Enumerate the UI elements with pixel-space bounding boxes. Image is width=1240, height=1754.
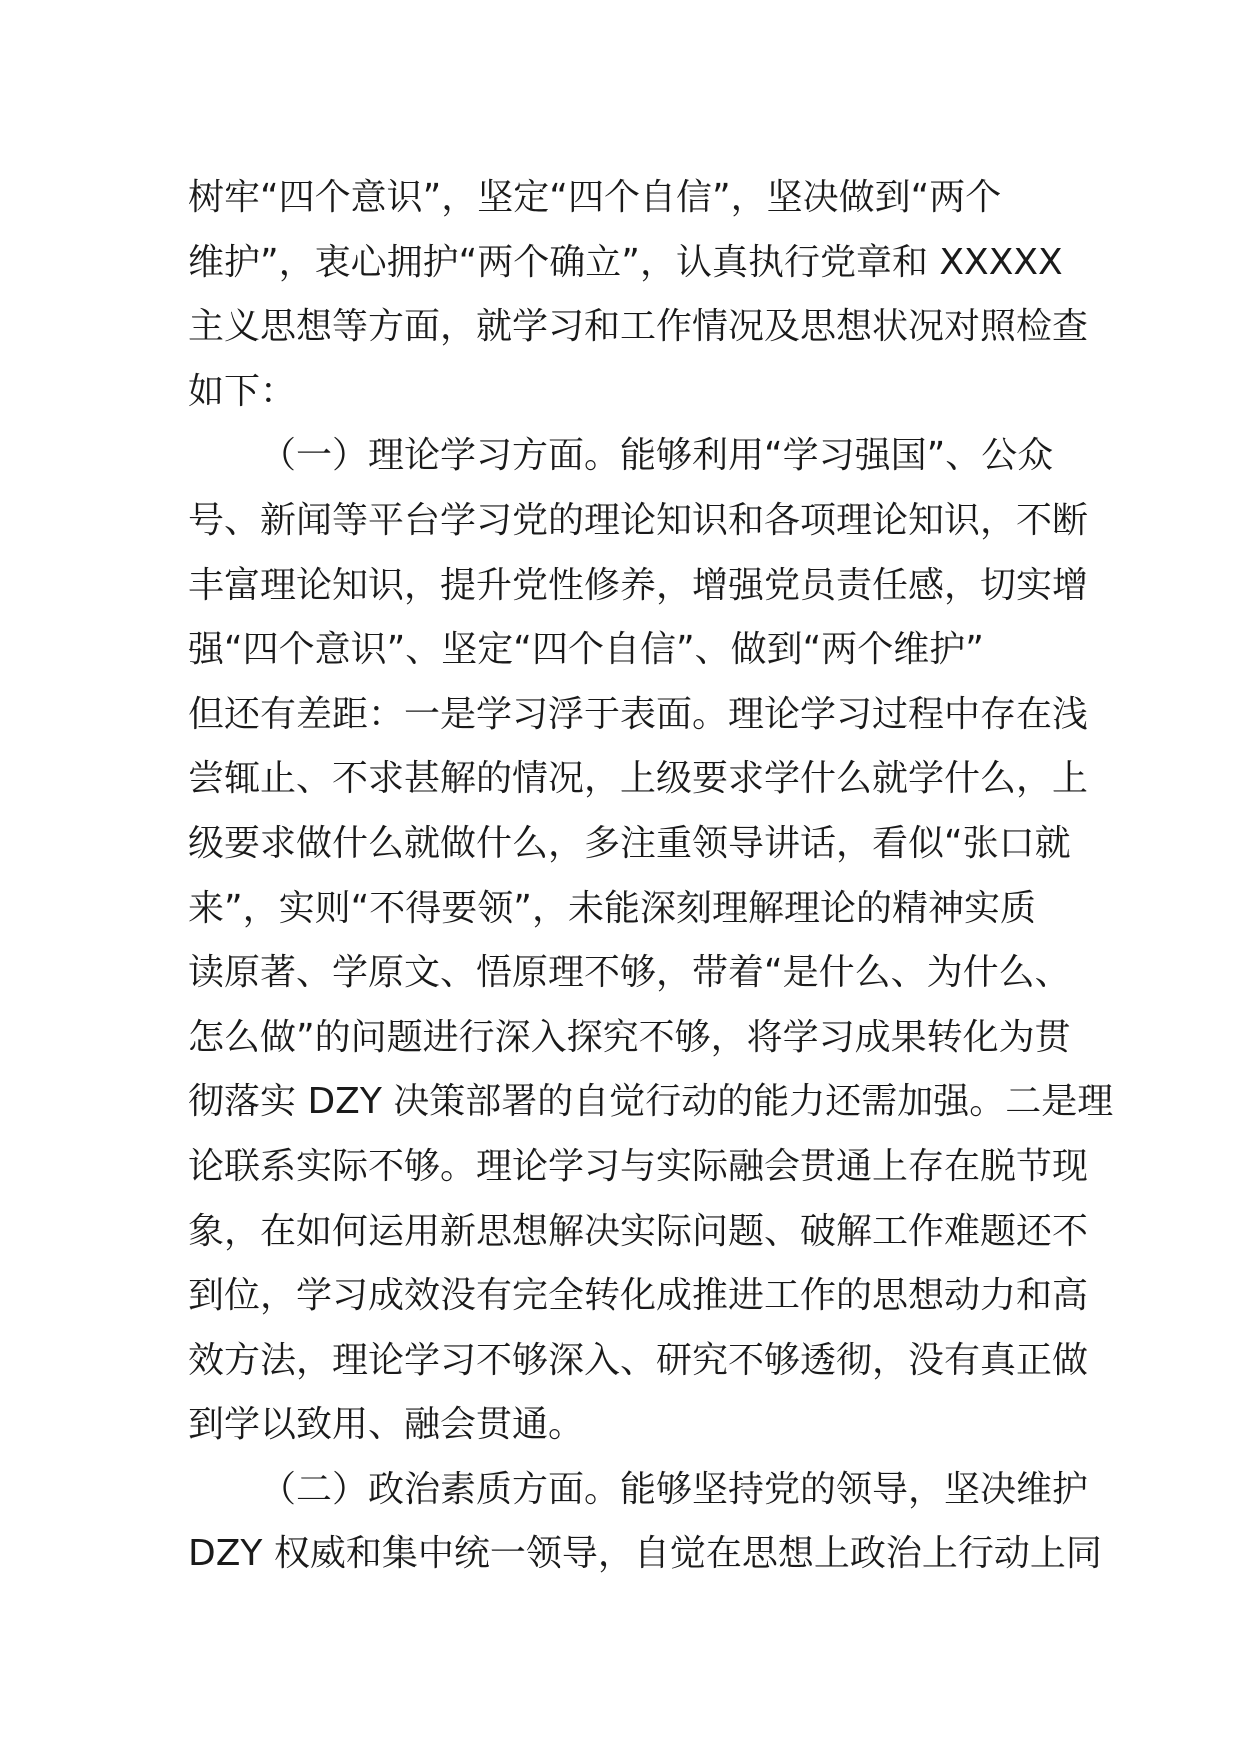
text-line: 丰富理论知识，提升党性修养，增强党员责任感，切实增 bbox=[188, 564, 1089, 606]
text-line: 如下： bbox=[188, 370, 297, 412]
section-heading-line: （二）政治素质方面。能够坚持党的领导，坚决维护 bbox=[260, 1468, 1089, 1510]
text-line: 到位，学习成效没有完全转化成推进工作的思想动力和高 bbox=[188, 1275, 1089, 1317]
text-line: 但还有差距：一是学习浮于表面。理论学习过程中存在浅 bbox=[188, 693, 1089, 735]
section-heading-line: （一）理论学习方面。能够利用“学习强国”、公众 bbox=[260, 435, 1054, 477]
text-line: 号、新闻等平台学习党的理论知识和各项理论知识，不断 bbox=[188, 499, 1089, 541]
body-text bbox=[188, 166, 1114, 1587]
text-line: 读原著、学原文、悟原理不够，带着“是什么、为什么、 bbox=[188, 952, 1071, 994]
text-line: 效方法，理论学习不够深入、研究不够透彻，没有真正做 bbox=[188, 1339, 1089, 1381]
text-line: 树牢“四个意识”，坚定“四个自信”，坚决做到“两个 bbox=[188, 177, 1002, 218]
text-line: 彻落实 DZY 决策部署的自觉行动的能力还需加强。二是理 bbox=[188, 1081, 1114, 1123]
text-line: 象，在如何运用新思想解决实际问题、破解工作难题还不 bbox=[188, 1210, 1089, 1252]
text-line: 来”，实则“不得要领”，未能深刻理解理论的精神实质 bbox=[188, 887, 1036, 929]
text-line: 尝辄止、不求甚解的情况，上级要求学什么就学什么，上 bbox=[188, 758, 1089, 800]
text-line: DZY 权威和集中统一领导，自觉在思想上政治上行动上同 bbox=[188, 1533, 1102, 1575]
text-line: 强“四个意识”、坚定“四个自信”、做到“两个维护” bbox=[188, 629, 984, 671]
text-line: 维护”，衷心拥护“两个确立”，认真执行党章和 XXXXX bbox=[188, 241, 1063, 283]
text-line: 到学以致用、融会贯通。 bbox=[188, 1404, 585, 1446]
text-line: 论联系实际不够。理论学习与实际融会贯通上存在脱节现 bbox=[188, 1145, 1089, 1187]
text-line: 级要求做什么就做什么，多注重领导讲话，看似“张口就 bbox=[188, 822, 1071, 864]
text-line: 怎么做”的问题进行深入探究不够，将学习成果转化为贯 bbox=[188, 1016, 1071, 1058]
text-line: 主义思想等方面，就学习和工作情况及思想状况对照检查 bbox=[188, 306, 1089, 348]
